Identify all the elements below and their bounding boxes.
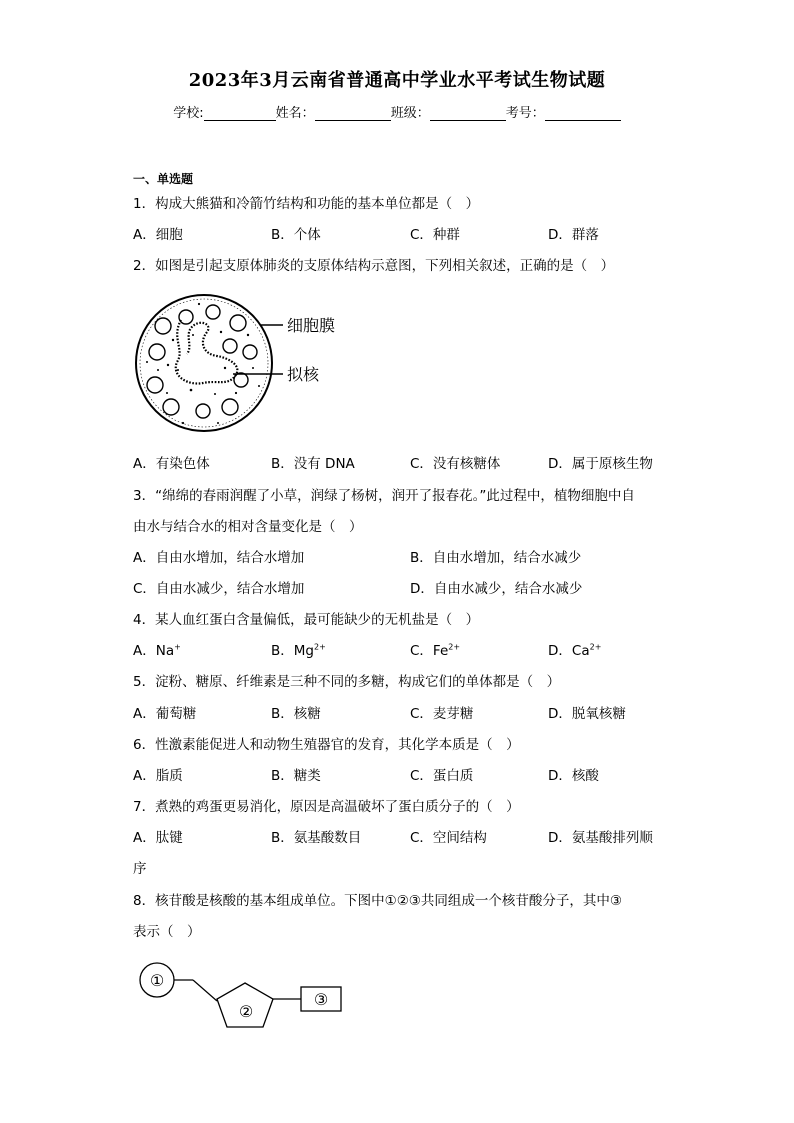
question-8-stem-line2: 表示（ ） xyxy=(133,924,201,940)
name-blank xyxy=(315,106,391,121)
bond-line-2 xyxy=(193,980,217,1001)
question-1-stem: 1．构成大熊猫和冷箭竹结构和功能的基本单位都是（ ） xyxy=(133,196,480,212)
question-2-stem: 2．如图是引起支原体肺炎的支原体结构示意图，下列相关叙述，正确的是（ ） xyxy=(133,258,615,274)
q4-option-b: B．$Mg^{2+}$ xyxy=(271,642,326,659)
q4-a-charge: + xyxy=(174,642,181,652)
q4-b-charge: 2+ xyxy=(313,642,326,652)
label-n3: ③ xyxy=(313,990,329,1009)
q5-option-d: D．脱氧核糖 xyxy=(548,706,626,722)
q2-option-d: D．属于原核生物 xyxy=(548,456,653,472)
q4-option-c: C．$Fe^{2+}$ xyxy=(410,642,461,659)
q7-option-a: A．肽键 xyxy=(133,830,183,846)
question-5-stem: 5．淀粉、糖原、纤维素是三种不同的多糖，构成它们的单体都是（ ） xyxy=(133,674,561,690)
q6-option-b: B．糖类 xyxy=(271,768,321,784)
section-heading: 一、单选题 xyxy=(133,172,194,186)
q2-option-c: C．没有核糖体 xyxy=(410,456,501,472)
q3-option-d: D．自由水减少，结合水减少 xyxy=(410,581,583,597)
question-3-stem-line2: 由水与结合水的相对含量变化是（ ） xyxy=(133,519,363,535)
q4-option-a: A．Na+ xyxy=(133,642,181,659)
mycoplasma-diagram xyxy=(133,290,363,440)
question-4-stem: 4．某人血红蛋白含量偏低，最可能缺少的无机盐是（ ） xyxy=(133,612,480,628)
exam-title: 2023年3月云南省普通高中学业水平考试生物试题 xyxy=(188,70,606,91)
fig-label-nucleoid: 拟核 xyxy=(287,365,320,384)
school-label: 学校: xyxy=(173,106,204,121)
q5-option-c: C．麦芽糖 xyxy=(410,706,474,722)
q7-option-d-continued: 序 xyxy=(133,861,147,877)
q6-option-c: C．蛋白质 xyxy=(410,768,474,784)
q3-option-b: B．自由水增加，结合水减少 xyxy=(410,550,582,566)
name-label: 姓名： xyxy=(275,106,315,121)
q7-option-c: C．空间结构 xyxy=(410,830,487,846)
q1-option-d: D．群落 xyxy=(548,227,599,243)
q4-d-charge: 2+ xyxy=(589,642,602,652)
class-blank xyxy=(430,106,506,121)
fig-label-membrane: 细胞膜 xyxy=(287,316,336,335)
question-6-stem: 6．性激素能促进人和动物生殖器官的发育，其化学本质是（ ） xyxy=(133,737,520,753)
question-7-stem: 7．煮熟的鸡蛋更易消化，原因是高温破坏了蛋白质分子的（ ） xyxy=(133,799,520,815)
label-n1: ① xyxy=(149,971,165,990)
q5-option-a: A．葡萄糖 xyxy=(133,706,197,722)
q7-option-d: D．氨基酸排列顺 xyxy=(548,830,653,846)
class-label: 班级： xyxy=(390,106,430,121)
question-3-stem-line1: 3．“绵绵的春雨润醒了小草，润绿了杨树，润开了报春花。”此过程中，植物细胞中自 xyxy=(133,488,635,504)
q1-option-b: B．个体 xyxy=(271,227,321,243)
q3-option-c: C．自由水减少，结合水增加 xyxy=(133,581,305,597)
q2-option-a: A．有染色体 xyxy=(133,456,210,472)
q3-option-a: A．自由水增加，结合水增加 xyxy=(133,550,305,566)
number-label: 考号： xyxy=(505,106,545,121)
q7-option-b: B．氨基酸数目 xyxy=(271,830,362,846)
q1-option-c: C．种群 xyxy=(410,227,460,243)
q6-option-d: D．核酸 xyxy=(548,768,599,784)
q6-option-a: A．脂质 xyxy=(133,768,183,784)
number-blank xyxy=(545,106,621,121)
q4-c-charge: 2+ xyxy=(448,642,461,652)
q4-option-d: D．$Ca^{2+}$ xyxy=(548,642,602,659)
q5-option-b: B．核糖 xyxy=(271,706,321,722)
nucleotide-diagram xyxy=(135,955,350,1035)
q2-option-b: B．没有 DNA xyxy=(271,456,355,472)
question-8-stem-line1: 8．核苷酸是核酸的基本组成单位。下图中①②③共同组成一个核苷酸分子，其中③ xyxy=(133,893,622,909)
student-info-line xyxy=(0,102,794,121)
q1-option-a: A．细胞 xyxy=(133,227,183,243)
label-n2: ② xyxy=(238,1002,254,1021)
school-blank xyxy=(204,106,276,121)
